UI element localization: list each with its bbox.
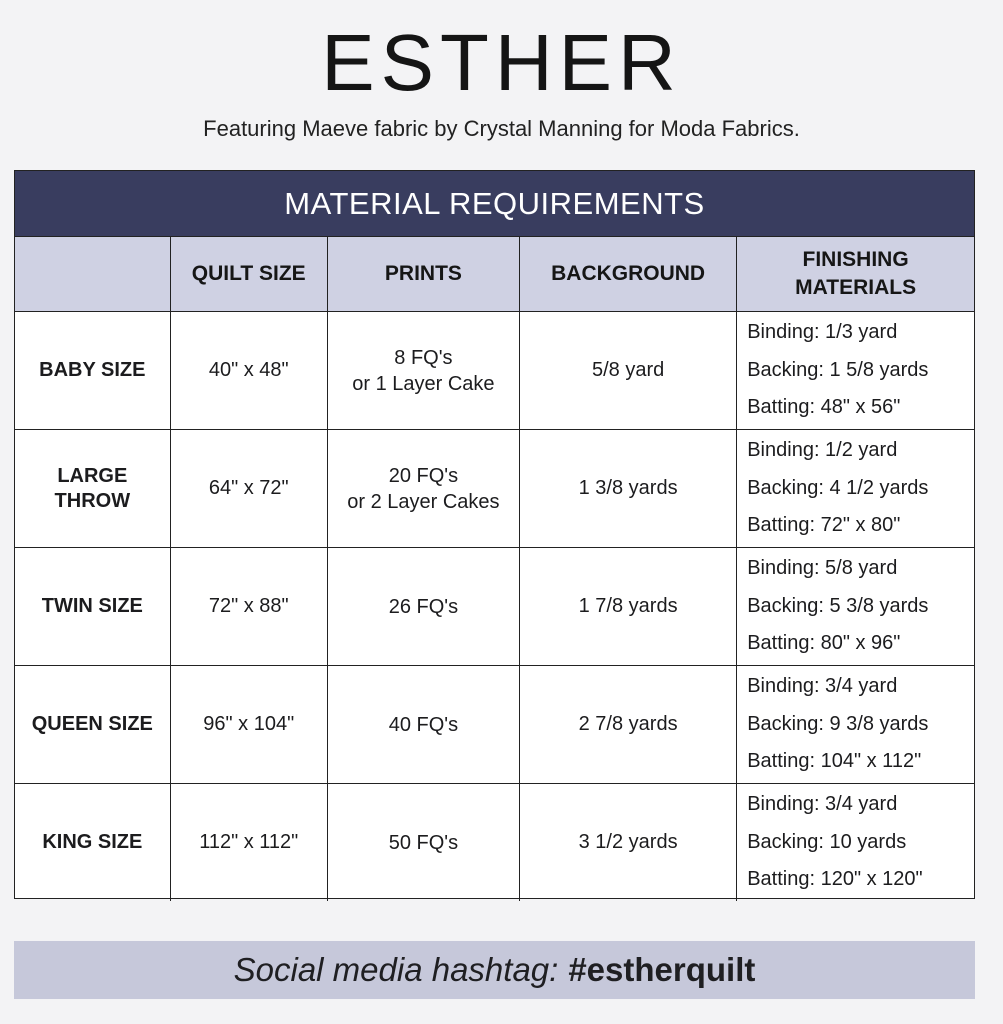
prints-cell (327, 548, 519, 666)
background-cell: 5/8 yard (520, 312, 737, 430)
column-header-finishing-materials (737, 237, 974, 312)
background-cell: 1 3/8 yards (520, 430, 737, 548)
finishing-line: Batting: 80" x 96" (747, 632, 901, 655)
prints-line: or 2 Layer Cakes (347, 490, 500, 513)
column-header-quilt-size: QUILT SIZE (170, 237, 327, 312)
table-row (15, 548, 974, 666)
finishing-line: Backing: 10 yards (747, 830, 907, 853)
finishing-materials-cell (737, 548, 974, 666)
size-name-cell: QUEEN SIZE (15, 666, 170, 784)
prints-line: 26 FQ's (388, 595, 459, 618)
finishing-line: Backing: 1 5/8 yards (747, 358, 929, 381)
finishing-line: Binding: 1/2 yard (747, 439, 898, 462)
column-header-size (15, 237, 170, 312)
finishing-materials-cell (737, 784, 974, 902)
hashtag-link[interactable]: #estherquilt (568, 951, 756, 988)
quilt-size-cell: 72" x 88" (170, 548, 327, 666)
table-row (15, 784, 974, 902)
finishing-line: Binding: 1/3 yard (747, 321, 898, 344)
column-header-background: BACKGROUND (520, 237, 737, 312)
finishing-materials-cell (737, 430, 974, 548)
size-name-cell: TWIN SIZE (15, 548, 170, 666)
finishing-line: Batting: 120" x 120" (747, 868, 923, 891)
finishing-materials-cell (737, 312, 974, 430)
table-banner: MATERIAL REQUIREMENTS (15, 171, 974, 237)
size-name-cell: KING SIZE (15, 784, 170, 902)
finishing-materials-cell (737, 666, 974, 784)
column-header-prints: PRINTS (327, 237, 519, 312)
finishing-line: Binding: 5/8 yard (747, 557, 898, 580)
prints-line: 8 FQ's (394, 346, 453, 369)
finishing-line: Batting: 48" x 56" (747, 396, 901, 419)
material-requirements-table (14, 170, 975, 899)
prints-line: 50 FQ's (388, 831, 459, 854)
table-header-row (15, 237, 974, 312)
hashtag-prefix: Social media hashtag: (233, 951, 559, 988)
page-title: ESTHER (321, 18, 682, 107)
prints-line: 20 FQ's (388, 464, 459, 487)
background-cell: 2 7/8 yards (520, 666, 737, 784)
finishing-line: Batting: 72" x 80" (747, 514, 901, 537)
prints-line: or 1 Layer Cake (352, 372, 495, 395)
finishing-line: Binding: 3/4 yard (747, 675, 898, 698)
prints-cell (327, 430, 519, 548)
prints-line: 40 FQ's (388, 713, 459, 736)
requirements-grid (15, 237, 974, 901)
prints-cell (327, 312, 519, 430)
background-cell: 1 7/8 yards (520, 548, 737, 666)
background-cell: 3 1/2 yards (520, 784, 737, 902)
quilt-size-cell: 64" x 72" (170, 430, 327, 548)
table-row (15, 312, 974, 430)
table-row (15, 666, 974, 784)
quilt-size-cell: 112" x 112" (170, 784, 327, 902)
finishing-line: Binding: 3/4 yard (747, 793, 898, 816)
size-name-cell: BABY SIZE (15, 312, 170, 430)
table-row (15, 430, 974, 548)
prints-cell (327, 784, 519, 902)
finishing-line: Backing: 5 3/8 yards (747, 594, 929, 617)
quilt-size-cell: 40" x 48" (170, 312, 327, 430)
quilt-size-cell: 96" x 104" (170, 666, 327, 784)
size-name-cell: LARGE THROW (15, 430, 170, 548)
finishing-line: Backing: 9 3/8 yards (747, 712, 929, 735)
prints-cell (327, 666, 519, 784)
finishing-line: Batting: 104" x 112" (747, 750, 922, 773)
finishing-line: Backing: 4 1/2 yards (747, 476, 929, 499)
hashtag-bar (14, 941, 975, 999)
page-subtitle: Featuring Maeve fabric by Crystal Manning for Moda Fabrics. (203, 116, 800, 141)
column-header-finishing-label: FINISHING MATERIALS (795, 248, 917, 299)
